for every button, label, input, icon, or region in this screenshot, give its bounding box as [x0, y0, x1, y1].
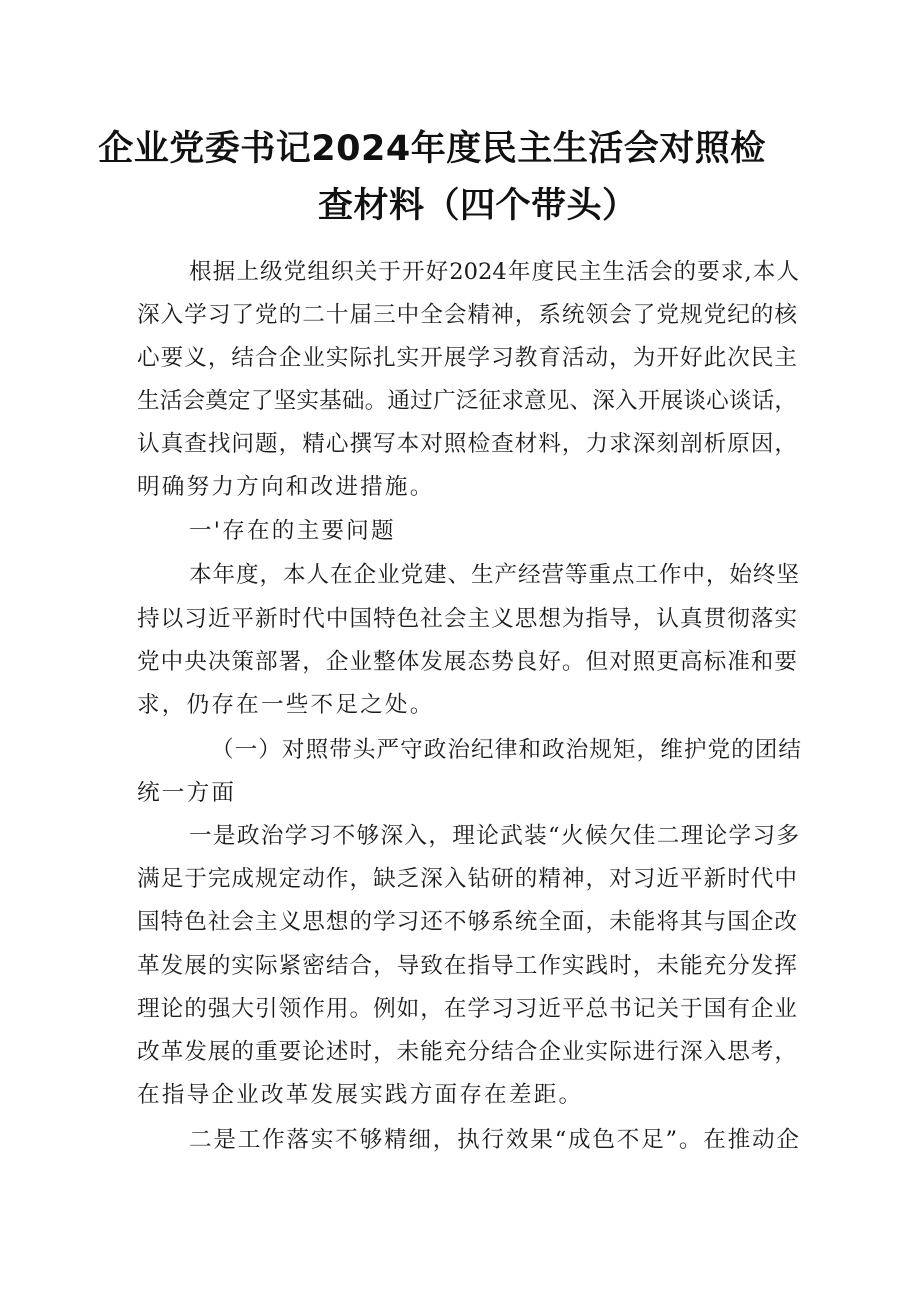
section-heading: 一'存在的主要问题	[189, 518, 396, 544]
paragraph-line: 革发展的实际紧密结合，导致在指导工作实践时，未能充分发挥	[137, 953, 797, 979]
paragraph-line: 二是工作落实不够精细，执行效果“成色不足”。在推动企	[189, 1127, 799, 1153]
paragraph-line: 认真查找问题，精心撰写本对照检查材料，力求深刻剖析原因，	[137, 431, 797, 457]
paragraph-line: 生活会奠定了坚实基础。通过广泛征求意见、深入开展谈心谈话，	[137, 388, 797, 414]
paragraph-line: 改革发展的重要论述时，未能充分结合企业实际进行深入思考，	[137, 1039, 797, 1065]
document-title-line-1: 企业党委书记2024年度民主生活会对照检	[98, 129, 766, 169]
paragraph-line: 本年度，本人在企业党建、生产经营等重点工作中，始终坚	[189, 562, 799, 588]
paragraph-line: 党中央决策部署，企业整体发展态势良好。但对照更高标准和要	[137, 649, 797, 675]
subsection-heading: （一）对照带头严守政治纪律和政治规矩，维护党的团结	[211, 737, 801, 763]
paragraph-line: 持以习近平新时代中国特色社会主义思想为指导，认真贯彻落实	[137, 606, 797, 632]
paragraph-line: 一是政治学习不够深入，理论武装“火候欠佳二理论学习多	[189, 823, 799, 849]
subsection-heading: 统一方面	[137, 780, 237, 806]
paragraph-line: 理论的强大引领作用。例如，在学习习近平总书记关于国有企业	[137, 996, 797, 1022]
paragraph-line: 深入学习了党的二十届三中全会精神，系统领会了党规党纪的核	[137, 302, 797, 328]
paragraph-line: 心要义，结合企业实际扎实开展学习教育活动，为开好此次民主	[137, 345, 797, 371]
paragraph-line: 国特色社会主义思想的学习还不够系统全面，未能将其与国企改	[137, 909, 797, 935]
paragraph-line: 在指导企业改革发展实践方面存在差距。	[137, 1082, 584, 1108]
document-title-line-2: 查材料（四个带头）	[318, 186, 638, 226]
paragraph-line: 根据上级党组织关于开好2024年度民主生活会的要求,本人	[189, 259, 799, 285]
paragraph-line: 明确努力方向和改进措施。	[137, 474, 435, 500]
paragraph-line: 满足于完成规定动作，缺乏深入钻研的精神，对习近平新时代中	[137, 866, 797, 892]
paragraph-line: 求，仍存在一些不足之处。	[137, 692, 435, 718]
